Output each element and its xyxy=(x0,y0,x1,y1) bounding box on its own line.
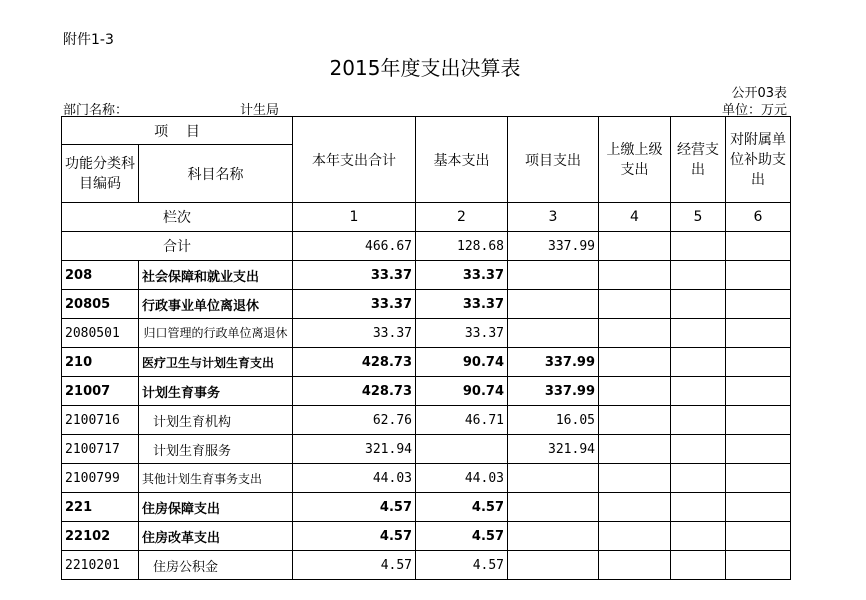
subject-name-header: 科目名称 xyxy=(139,145,293,203)
row-upper xyxy=(599,435,671,464)
row-total: 428.73 xyxy=(293,348,416,377)
row-subsidiary xyxy=(726,319,791,348)
department-label: 部门名称： xyxy=(63,103,129,118)
table-row xyxy=(62,493,791,522)
row-total: 4.57 xyxy=(293,522,416,551)
row-project xyxy=(508,493,599,522)
total-operation xyxy=(671,232,726,261)
attachment-label: 附件1-3 xyxy=(63,32,114,48)
row-subject-name: 住房公积金 xyxy=(139,551,293,580)
index-num: 3 xyxy=(508,203,599,232)
total-row xyxy=(62,232,791,261)
row-total: 428.73 xyxy=(293,377,416,406)
row-subject-name: 住房保障支出 xyxy=(139,493,293,522)
upper-header: 上缴上级支出 xyxy=(599,117,671,203)
total-basic: 128.68 xyxy=(416,232,508,261)
row-upper xyxy=(599,377,671,406)
row-code: 2100716 xyxy=(62,406,139,435)
item-header: 项 目 xyxy=(62,117,293,145)
row-basic: 90.74 xyxy=(416,348,508,377)
index-num: 5 xyxy=(671,203,726,232)
row-upper xyxy=(599,348,671,377)
row-subject-name: 计划生育事务 xyxy=(139,377,293,406)
page-title-text: 2015年度支出决算表 xyxy=(329,56,521,80)
row-project xyxy=(508,464,599,493)
row-subsidiary xyxy=(726,406,791,435)
row-upper xyxy=(599,406,671,435)
page-title xyxy=(0,52,866,81)
index-num: 2 xyxy=(416,203,508,232)
row-subject-name: 社会保障和就业支出 xyxy=(139,261,293,290)
row-total: 33.37 xyxy=(293,319,416,348)
row-code: 21007 xyxy=(62,377,139,406)
row-basic: 4.57 xyxy=(416,551,508,580)
table-row xyxy=(62,435,791,464)
row-code: 221 xyxy=(62,493,139,522)
index-num: 6 xyxy=(726,203,791,232)
row-code: 20805 xyxy=(62,290,139,319)
table-row xyxy=(62,290,791,319)
row-basic: 46.71 xyxy=(416,406,508,435)
row-operation xyxy=(671,493,726,522)
total-sum: 466.67 xyxy=(293,232,416,261)
subsidiary-header: 对附属单位补助支出 xyxy=(726,117,791,203)
row-project xyxy=(508,261,599,290)
row-total: 33.37 xyxy=(293,261,416,290)
row-operation xyxy=(671,464,726,493)
row-subsidiary xyxy=(726,522,791,551)
row-code: 2100717 xyxy=(62,435,139,464)
row-basic: 33.37 xyxy=(416,261,508,290)
row-upper xyxy=(599,493,671,522)
department-value: 计生局 xyxy=(240,103,280,118)
row-upper xyxy=(599,261,671,290)
row-total: 4.57 xyxy=(293,551,416,580)
row-subject-name: 住房改革支出 xyxy=(139,522,293,551)
row-basic: 44.03 xyxy=(416,464,508,493)
table-row xyxy=(62,261,791,290)
row-operation xyxy=(671,551,726,580)
row-subject-name: 计划生育服务 xyxy=(139,435,293,464)
row-project xyxy=(508,551,599,580)
table-row xyxy=(62,348,791,377)
basic-header: 基本支出 xyxy=(416,117,508,203)
row-subject-name: 其他计划生育事务支出 xyxy=(139,464,293,493)
row-subject-name: 行政事业单位离退休 xyxy=(139,290,293,319)
row-operation xyxy=(671,319,726,348)
row-project xyxy=(508,319,599,348)
table-row xyxy=(62,551,791,580)
total-project: 337.99 xyxy=(508,232,599,261)
row-upper xyxy=(599,290,671,319)
row-subsidiary xyxy=(726,551,791,580)
row-code: 22102 xyxy=(62,522,139,551)
row-subject-name: 归口管理的行政单位离退休 xyxy=(139,319,293,348)
index-row xyxy=(62,203,791,232)
table-row xyxy=(62,406,791,435)
row-total: 33.37 xyxy=(293,290,416,319)
index-num: 4 xyxy=(599,203,671,232)
project-header: 项目支出 xyxy=(508,117,599,203)
unit-label: 单位：万元 xyxy=(721,103,787,118)
row-code: 208 xyxy=(62,261,139,290)
operation-header: 经营支出 xyxy=(671,117,726,203)
row-upper xyxy=(599,319,671,348)
table-row xyxy=(62,464,791,493)
index-label: 栏次 xyxy=(62,203,293,232)
row-operation xyxy=(671,435,726,464)
row-code: 2100799 xyxy=(62,464,139,493)
row-operation xyxy=(671,377,726,406)
header-row-item xyxy=(62,117,791,145)
row-subject-name: 计划生育机构 xyxy=(139,406,293,435)
row-project: 337.99 xyxy=(508,377,599,406)
row-subsidiary xyxy=(726,435,791,464)
row-project xyxy=(508,290,599,319)
total-label: 合计 xyxy=(62,232,293,261)
row-subsidiary xyxy=(726,261,791,290)
total-upper xyxy=(599,232,671,261)
row-basic: 33.37 xyxy=(416,290,508,319)
row-total: 44.03 xyxy=(293,464,416,493)
row-project xyxy=(508,522,599,551)
row-upper xyxy=(599,522,671,551)
row-basic: 90.74 xyxy=(416,377,508,406)
table-row xyxy=(62,319,791,348)
row-total: 321.94 xyxy=(293,435,416,464)
index-num: 1 xyxy=(293,203,416,232)
row-project: 16.05 xyxy=(508,406,599,435)
row-upper xyxy=(599,551,671,580)
total-header: 本年支出合计 xyxy=(293,117,416,203)
row-code: 2080501 xyxy=(62,319,139,348)
row-subject-name: 医疗卫生与计划生育支出 xyxy=(139,348,293,377)
row-total: 62.76 xyxy=(293,406,416,435)
row-subsidiary xyxy=(726,464,791,493)
form-code: 公开03表 xyxy=(731,86,787,101)
expenditure-table xyxy=(61,116,791,580)
total-subsidiary xyxy=(726,232,791,261)
row-total: 4.57 xyxy=(293,493,416,522)
row-basic: 4.57 xyxy=(416,522,508,551)
row-operation xyxy=(671,406,726,435)
table-row xyxy=(62,377,791,406)
row-subsidiary xyxy=(726,493,791,522)
row-subsidiary xyxy=(726,348,791,377)
row-subsidiary xyxy=(726,290,791,319)
row-upper xyxy=(599,464,671,493)
row-subsidiary xyxy=(726,377,791,406)
row-code: 210 xyxy=(62,348,139,377)
row-code: 2210201 xyxy=(62,551,139,580)
row-basic xyxy=(416,435,508,464)
row-project: 321.94 xyxy=(508,435,599,464)
row-operation xyxy=(671,290,726,319)
row-operation xyxy=(671,261,726,290)
row-project: 337.99 xyxy=(508,348,599,377)
row-basic: 33.37 xyxy=(416,319,508,348)
func-code-header: 功能分类科目编码 xyxy=(62,145,139,203)
row-basic: 4.57 xyxy=(416,493,508,522)
row-operation xyxy=(671,522,726,551)
row-operation xyxy=(671,348,726,377)
table-row xyxy=(62,522,791,551)
